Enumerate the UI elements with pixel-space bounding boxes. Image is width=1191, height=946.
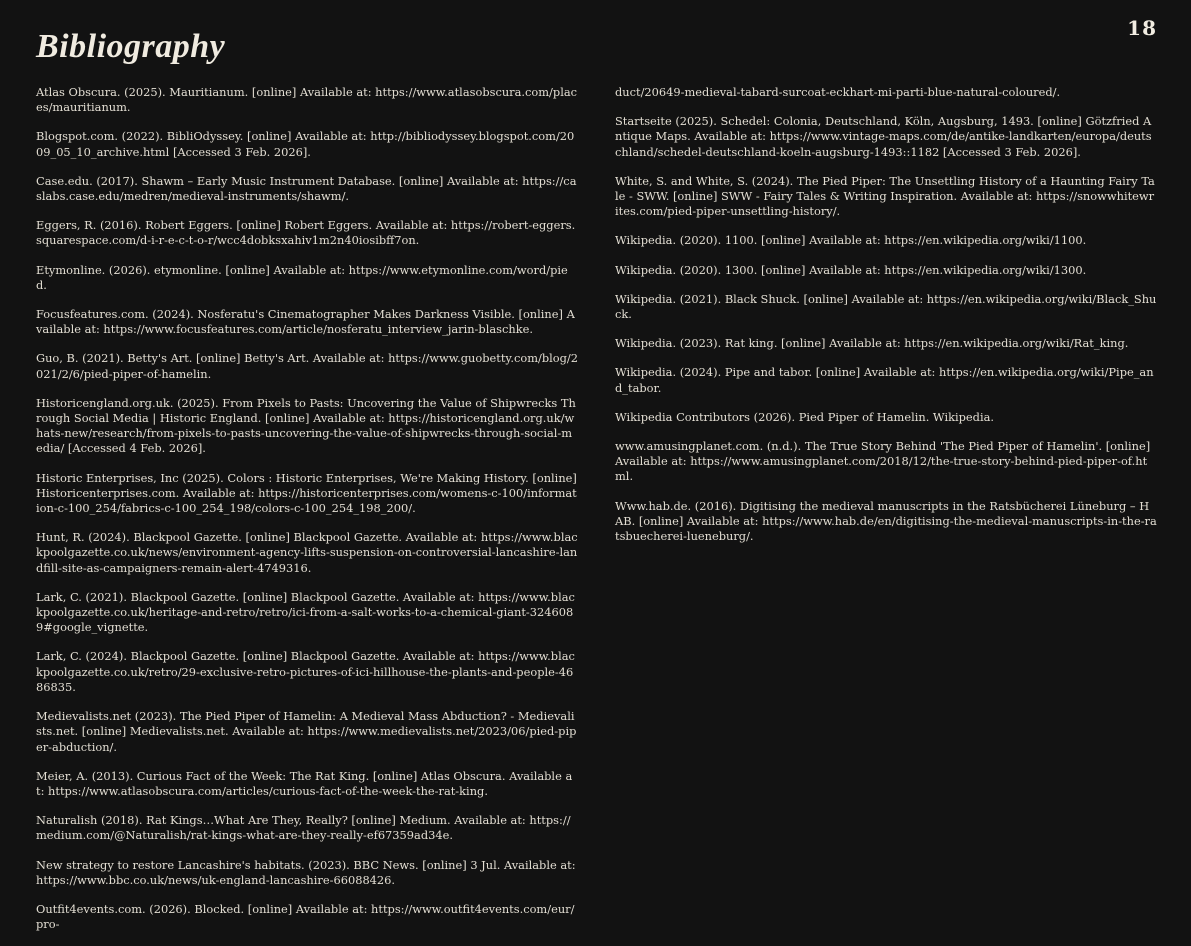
bibliography-entry: Naturalish (2018). Rat Kings…What Are They, Really? [online] Medium. Available at: https://medium.com/@Naturalish/rat-kings-what-are-they-really-ef67359ad34e. [36,813,571,843]
bibliography-entry: Medievalists.net (2023). The Pied Piper of Hamelin: A Medieval Mass Abduction? - Medievalists.net. [online] Medievalists.net. Available at: https://www.medievalists.net/2023/06/pied-piper-abduction/. [36,709,577,754]
bibliography-left-column [36,85,578,946]
bibliography-entry: Case.edu. (2017). Shawm – Early Music Instrument Database. [online] Available at: https://caslabs.case.edu/medren/medieval-instruments/shawm/. [36,173,577,204]
page-number: 18 [1127,16,1157,40]
bibliography-entry: Blogspot.com. (2022). BibliOdyssey. [online] Available at: http://bibliodyssey.blogspot.com/2009_05_10_archive.html [Accessed 3 Feb. 2026]. [36,129,575,159]
bibliography-entry: Startseite (2025). Schedel: Colonia, Deutschland, Köln, Augsburg, 1493. [online] Götzfried Antique Maps. Available at: https://www.vintage-maps.com/de/antike-landkarten/europa/deutschland/schedel-deutschland-koeln-augsburg-1493::1182 [Accessed 3 Feb. 2026]. [615,114,1152,159]
bibliography-entry: Atlas Obscura. (2025). Mauritianum. [online] Available at: https://www.atlasobscura.com/places/mauritianum. [36,85,578,115]
bibliography-entry: Wikipedia Contributors (2026). Pied Piper of Hamelin. Wikipedia. [615,409,995,424]
bibliography-entry: Www.hab.de. (2016). Digitising the medieval manuscripts in the Ratsbücherei Lüneburg – HAB. [online] Available at: https://www.hab.de/en/digitising-the-medieval-manuscripts-in-the-ratsbuecherei-lueneburg/. [615,498,1157,544]
bibliography-entry: Outfit4events.com. (2026). Blocked. [online] Available at: https://www.outfit4events.com/eur/pro- [36,901,575,932]
bibliography-right-column [615,85,1157,558]
bibliography-entry: Focusfeatures.com. (2024). Nosferatu's Cinematographer Makes Darkness Visible. [online] Available at: https://www.focusfeatures.com/article/nosferatu_interview_jarin-blaschke. [36,307,575,337]
bibliography-entry: Eggers, R. (2016). Robert Eggers. [online] Robert Eggers. Available at: https://robert-eggers.squarespace.com/d-i-r-e-c-t-o-r/wcc4dobksxahiv1m2n40iosibff7on. [36,218,576,248]
bibliography-entry: Wikipedia. (2020). 1100. [online] Available at: https://en.wikipedia.org/wiki/1100. [615,233,1087,248]
bibliography-entry: Hunt, R. (2024). Blackpool Gazette. [online] Blackpool Gazette. Available at: https://www.blackpoolgazette.co.uk/news/environment-agency-lifts-suspension-on-controversial-lancashire-landfill-site-as-campaigners-remain-alert-4749316. [36,530,578,575]
bibliography-entry: www.amusingplanet.com. (n.d.). The True Story Behind 'The Pied Piper of Hamelin'. [online] Available at: https://www.amusingplanet.com/2018/12/the-true-story-behind-pied-piper-of.html. [615,439,1151,484]
bibliography-entry: Etymonline. (2026). etymonline. [online] Available at: https://www.etymonline.com/word/pied. [36,262,568,292]
page-title: Bibliography [36,28,226,65]
bibliography-entry: Wikipedia. (2024). Pipe and tabor. [online] Available at: https://en.wikipedia.org/wiki/Pipe_and_tabor. [615,365,1154,395]
bibliography-entry: duct/20649-medieval-tabard-surcoat-eckhart-mi-parti-blue-natural-coloured/. [615,85,1061,99]
bibliography-entry: White, S. and White, S. (2024). The Pied Piper: The Unsettling History of a Haunting Fairy Tale - SWW. [online] SWW - Fairy Tales & Writing Inspiration. Available at: https://snowwhitewrites.com/pied-piper-unsettling-history/. [615,173,1155,219]
bibliography-entry: New strategy to restore Lancashire's habitats. (2023). BBC News. [online] 3 Jul. Available at: https://www.bbc.co.uk/news/uk-england-lancashire-66088426. [36,857,576,887]
bibliography-entry: Guo, B. (2021). Betty's Art. [online] Betty's Art. Available at: https://www.guobetty.com/blog/2021/2/6/pied-piper-of-hamelin. [36,351,579,381]
bibliography-entry: Lark, C. (2021). Blackpool Gazette. [online] Blackpool Gazette. Available at: https://www.blackpoolgazette.co.uk/heritage-and-retro/retro/ici-from-a-salt-works-to-a-chemical-giant-3246089#google_vignette. [36,589,575,635]
bibliography-entry: Historic Enterprises, Inc (2025). Colors : Historic Enterprises, We're Making History. [online] Historicenterprises.com. Available at: https://historicenterprises.com/womens-c-100/information-c-100_254/fabrics-c-100_254_198/colors-c-100_254_198_200/. [36,470,577,516]
bibliography-entry: Wikipedia. (2023). Rat king. [online] Available at: https://en.wikipedia.org/wiki/Rat_king. [615,336,1129,351]
bibliography-entry: Wikipedia. (2020). 1300. [online] Available at: https://en.wikipedia.org/wiki/1300. [615,262,1087,277]
bibliography-entry: Historicengland.org.uk. (2025). From Pixels to Pasts: Uncovering the Value of Shipwrecks Through Social Media | Historic England. [online] Available at: https://historicengland.org.uk/whats-new/research/from-pixels-to-pasts-uncovering-the-value-of-shipwrecks-through-social-media/ [Accessed 4 Feb. 2026]. [36,395,576,456]
bibliography-entry: Lark, C. (2024). Blackpool Gazette. [online] Blackpool Gazette. Available at: https://www.blackpoolgazette.co.uk/retro/29-exclusive-retro-pictures-of-ici-hillhouse-the-plants-and-people-4686835. [36,649,575,694]
bibliography-entry: Meier, A. (2013). Curious Fact of the Week: The Rat King. [online] Atlas Obscura. Available at: https://www.atlasobscura.com/articles/curious-fact-of-the-week-the-rat-king. [36,768,573,798]
bibliography-entry: Wikipedia. (2021). Black Shuck. [online] Available at: https://en.wikipedia.org/wiki/Black_Shuck. [615,291,1157,322]
